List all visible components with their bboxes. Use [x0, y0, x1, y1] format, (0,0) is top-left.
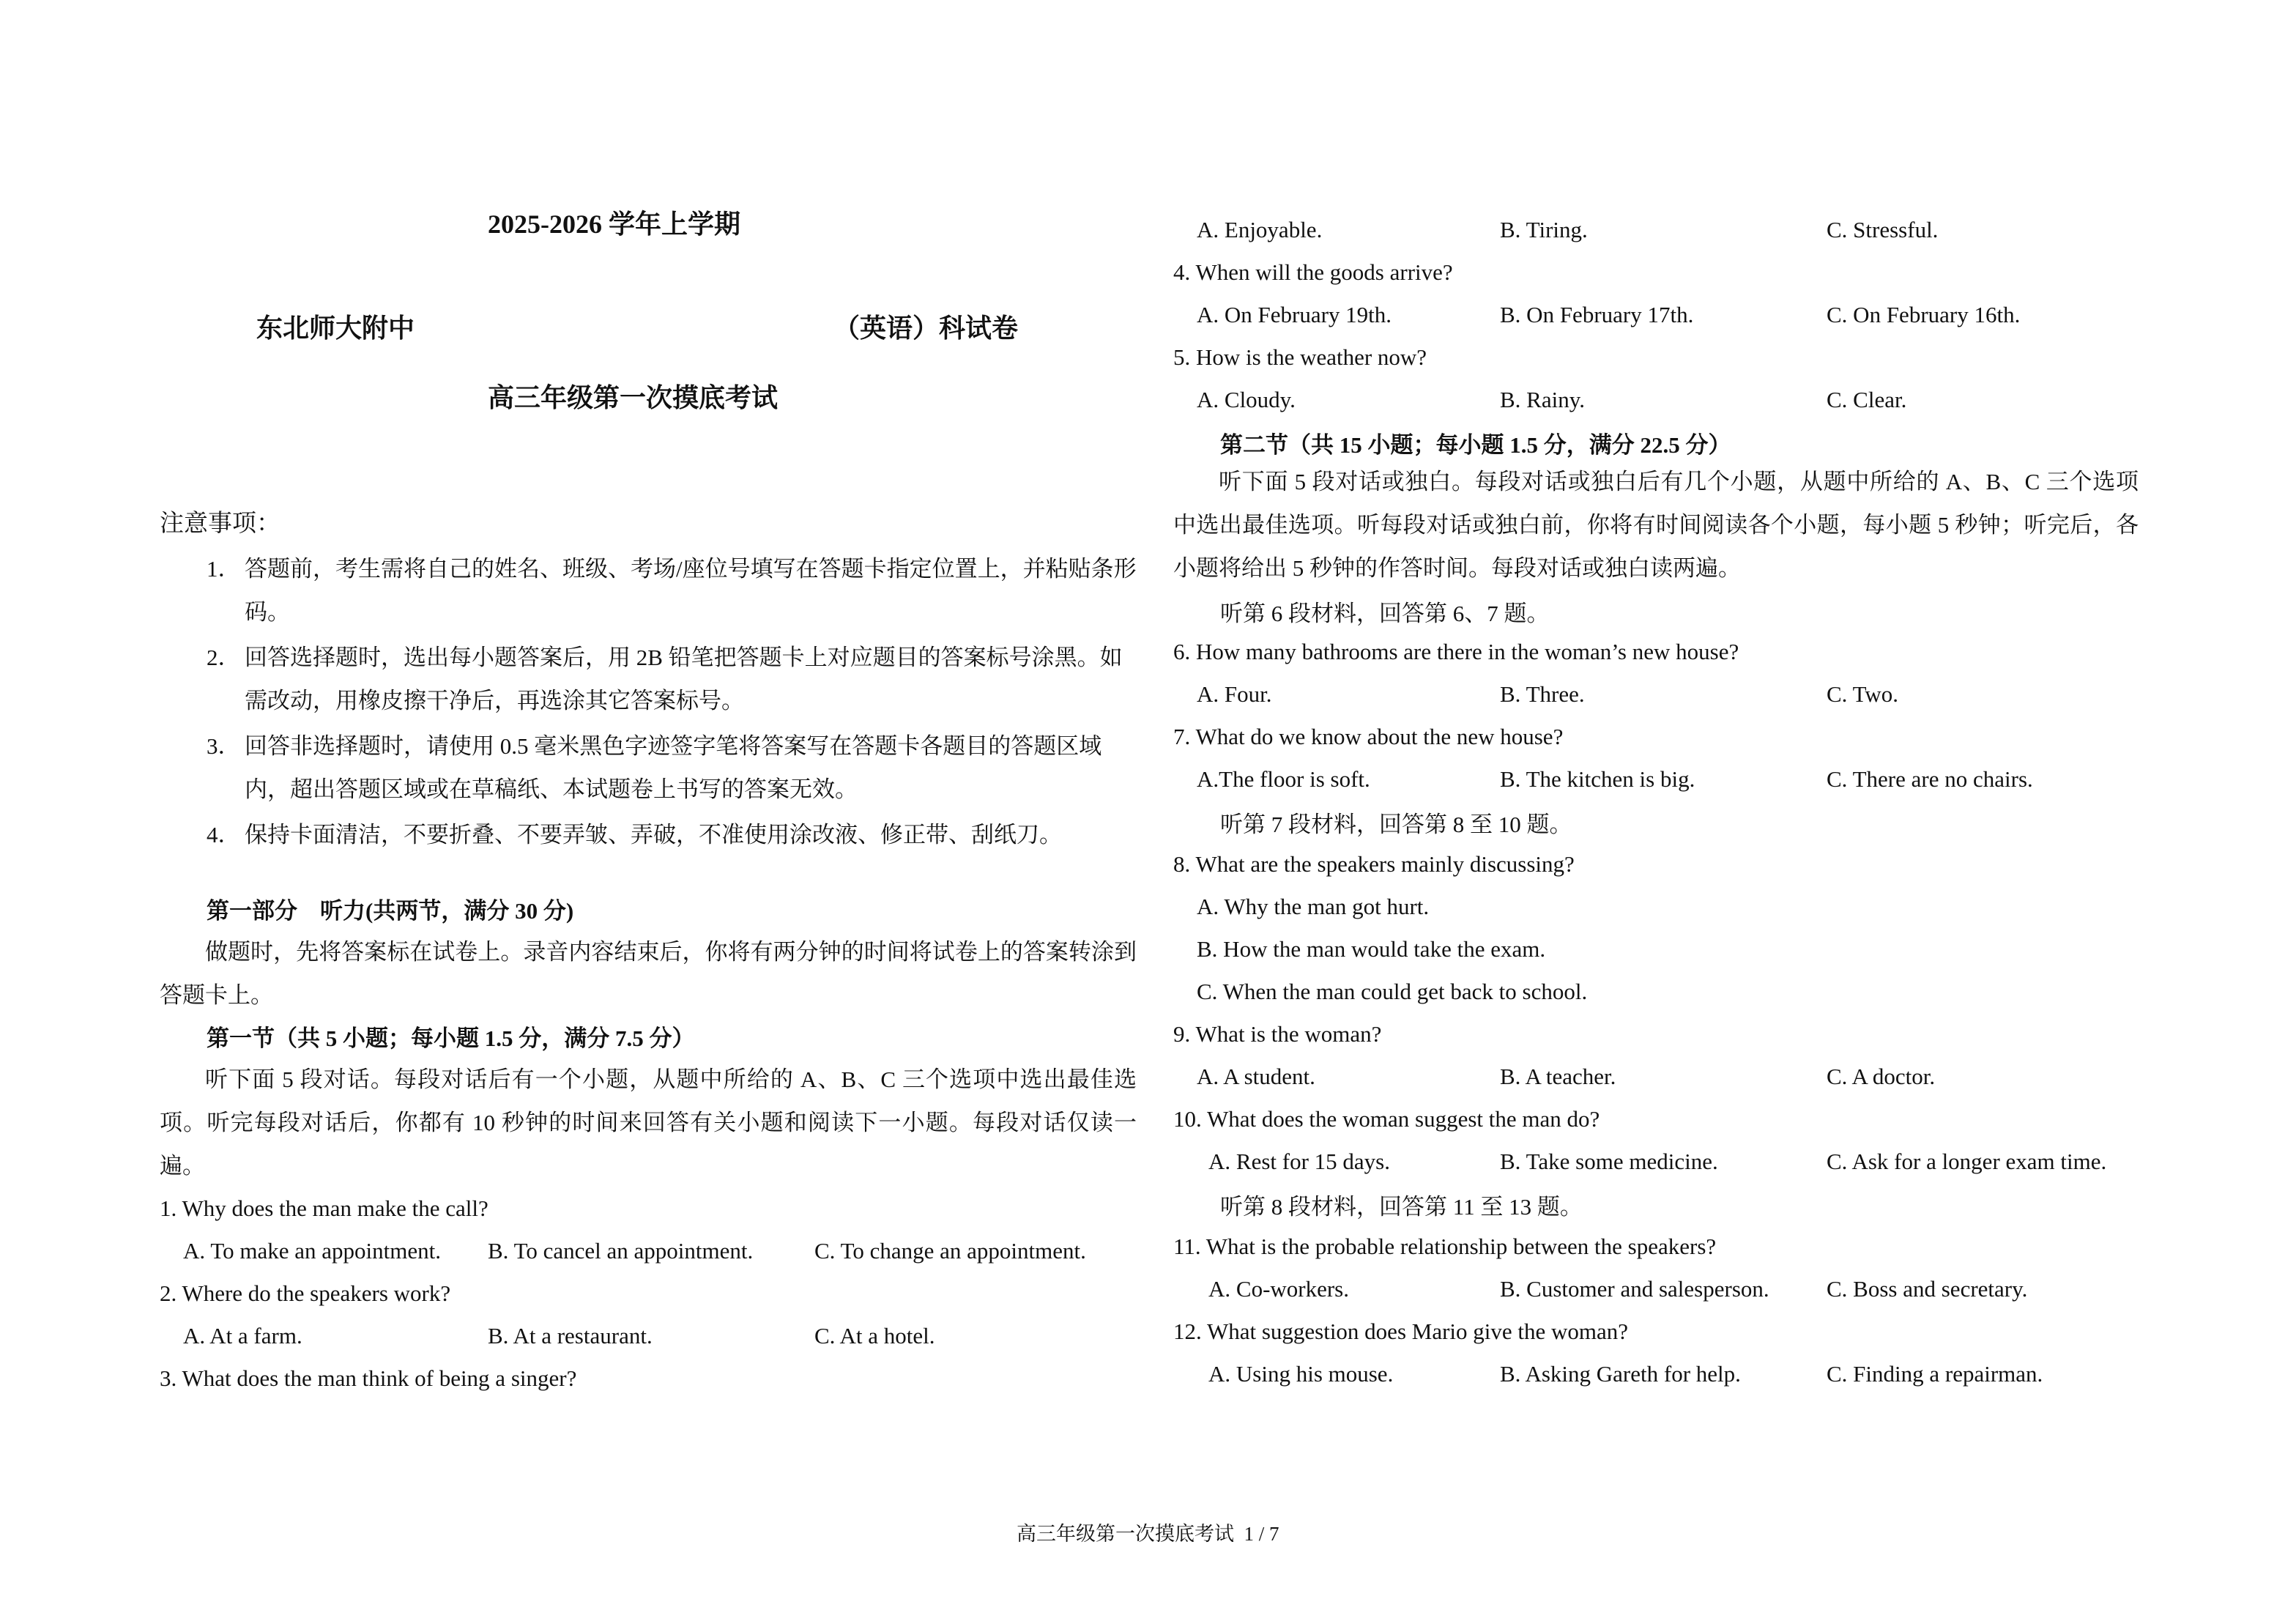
- q9-option-a: A. A student.: [1197, 1064, 1315, 1089]
- material-7-note: 听第 7 段材料，回答第 8 至 10 题。: [1220, 812, 1572, 837]
- q3-option-a: A. Enjoyable.: [1197, 217, 1323, 242]
- notice-item: 2． 回答选择题时，选出每小题答案后，用 2B 铅笔把答题卡上对应题目的答案标号涂黑。如需改动，用橡皮擦干净后，再选涂其它答案标号。: [207, 645, 1123, 713]
- q7-option-b: B. The kitchen is big.: [1500, 766, 1695, 792]
- q12-option-a: A. Using his mouse.: [1208, 1361, 1394, 1387]
- q3-option-c: C. Stressful.: [1827, 217, 1939, 242]
- q9-option-b: B. A teacher.: [1500, 1064, 1616, 1089]
- q3-option-b: B. Tiring.: [1500, 217, 1588, 242]
- q11-option-c: C. Boss and secretary.: [1827, 1276, 2028, 1302]
- section1-instructions: 听下面 5 段对话。每段对话后有一个小题，从题中所给的 A、B、C 三个选项中选出最佳选项。听完每段对话后，你都有 10 秒钟的时间来回答有关小题和阅读下一小题。每段对话仅读一遍。: [160, 1067, 1137, 1179]
- q6-option-a: A. Four.: [1197, 681, 1272, 707]
- q10-option-c: C. Ask for a longer exam time.: [1827, 1149, 2107, 1174]
- question-12: 12. What suggestion does Mario give the woman?: [1173, 1318, 1629, 1344]
- q5-option-a: A. Cloudy.: [1197, 387, 1296, 412]
- section1-title: 第一节（共 5 小题；每小题 1.5 分，满分 7.5 分）: [207, 1025, 695, 1051]
- question-7: 7. What do we know about the new house?: [1173, 724, 1564, 749]
- material-6-note: 听第 6 段材料，回答第 6、7 题。: [1220, 601, 1550, 626]
- q2-option-b: B. At a restaurant.: [488, 1323, 653, 1349]
- part1-title: 第一部分 听力(共两节，满分 30 分): [207, 898, 574, 924]
- section2-title: 第二节（共 15 小题；每小题 1.5 分，满分 22.5 分）: [1220, 432, 1731, 458]
- q5-option-b: B. Rainy.: [1500, 387, 1585, 412]
- q4-option-a: A. On February 19th.: [1197, 302, 1392, 327]
- exam-title: 高三年级第一次摸底考试: [488, 383, 779, 412]
- notice-title: 注意事项：: [160, 511, 281, 537]
- q4-option-b: B. On February 17th.: [1500, 302, 1694, 327]
- notice-item: 1． 答题前，考生需将自己的姓名、班级、考场/座位号填写在答题卡指定位置上，并粘贴条形码。: [207, 556, 1137, 625]
- q10-option-a: A. Rest for 15 days.: [1208, 1149, 1390, 1174]
- q5-option-c: C. Clear.: [1827, 387, 1907, 412]
- part1-instructions: 做题时，先将答案标在试卷上。录音内容结束后，你将有两分钟的时间将试卷上的答案转涂到答题卡上。: [160, 939, 1137, 1008]
- question-2: 2. Where do the speakers work?: [160, 1280, 451, 1306]
- notice-item: 3． 回答非选择题时，请使用 0.5 毫米黑色字迹签字笔将答案写在答题卡各题目的答题区域内，超出答题区域或在草稿纸、本试题卷上书写的答案无效。: [207, 733, 1102, 802]
- question-10: 10. What does the woman suggest the man do?: [1173, 1106, 1600, 1132]
- exam-term: 2025-2026 学年上学期: [488, 209, 740, 239]
- q1-option-a: A. To make an appointment.: [183, 1238, 441, 1264]
- q6-option-b: B. Three.: [1500, 681, 1585, 707]
- q8-option-c: C. When the man could get back to school.: [1197, 979, 1588, 1004]
- material-8-note: 听第 8 段材料，回答第 11 至 13 题。: [1220, 1194, 1583, 1220]
- question-3: 3. What does the man think of being a singer?: [160, 1365, 577, 1391]
- q6-option-c: C. Two.: [1827, 681, 1899, 707]
- q8-option-b: B. How the man would take the exam.: [1197, 936, 1546, 962]
- q12-option-b: B. Asking Gareth for help.: [1500, 1361, 1741, 1387]
- question-11: 11. What is the probable relationship between the speakers?: [1173, 1234, 1717, 1259]
- q9-option-c: C. A doctor.: [1827, 1064, 1936, 1089]
- section2-instructions: 听下面 5 段对话或独白。每段对话或独白后有几个小题，从题中所给的 A、B、C 三个选项中选出最佳选项。听每段对话或独白前，你将有时间阅读各个小题，每小题 5 秒钟；听完后，各小题将给出 5 秒钟的作答时间。每段对话或独白读两遍。: [1173, 469, 2139, 581]
- q11-option-a: A. Co-workers.: [1208, 1276, 1349, 1302]
- question-5: 5. How is the weather now?: [1173, 344, 1427, 370]
- q1-option-b: B. To cancel an appointment.: [488, 1238, 754, 1264]
- q11-option-b: B. Customer and salesperson.: [1500, 1276, 1769, 1302]
- q4-option-c: C. On February 16th.: [1827, 302, 2021, 327]
- q2-option-c: C. At a hotel.: [814, 1323, 935, 1349]
- page-footer: 高三年级第一次摸底考试 1 / 7: [1017, 1523, 1279, 1545]
- school-name: 东北师大附中: [256, 314, 415, 343]
- question-4: 4. When will the goods arrive?: [1173, 259, 1453, 285]
- q10-option-b: B. Take some medicine.: [1500, 1149, 1718, 1174]
- q7-option-c: C. There are no chairs.: [1827, 766, 2033, 792]
- subject-title: （英语）科试卷: [833, 314, 1019, 343]
- question-9: 9. What is the woman?: [1173, 1021, 1382, 1047]
- question-6: 6. How many bathrooms are there in the woman’s new house?: [1173, 639, 1739, 664]
- notice-list: [207, 547, 1137, 856]
- q7-option-a: A.The floor is soft.: [1197, 766, 1370, 792]
- q12-option-c: C. Finding a repairman.: [1827, 1361, 2043, 1387]
- q2-option-a: A. At a farm.: [183, 1323, 302, 1349]
- question-1: 1. Why does the man make the call?: [160, 1195, 488, 1221]
- q8-option-a: A. Why the man got hurt.: [1197, 894, 1430, 919]
- notice-item: 4． 保持卡面清洁，不要折叠、不要弄皱、弄破，不准使用涂改液、修正带、刮纸刀。: [207, 822, 1062, 847]
- question-8: 8. What are the speakers mainly discussing?: [1173, 851, 1575, 877]
- q1-option-c: C. To change an appointment.: [814, 1238, 1086, 1264]
